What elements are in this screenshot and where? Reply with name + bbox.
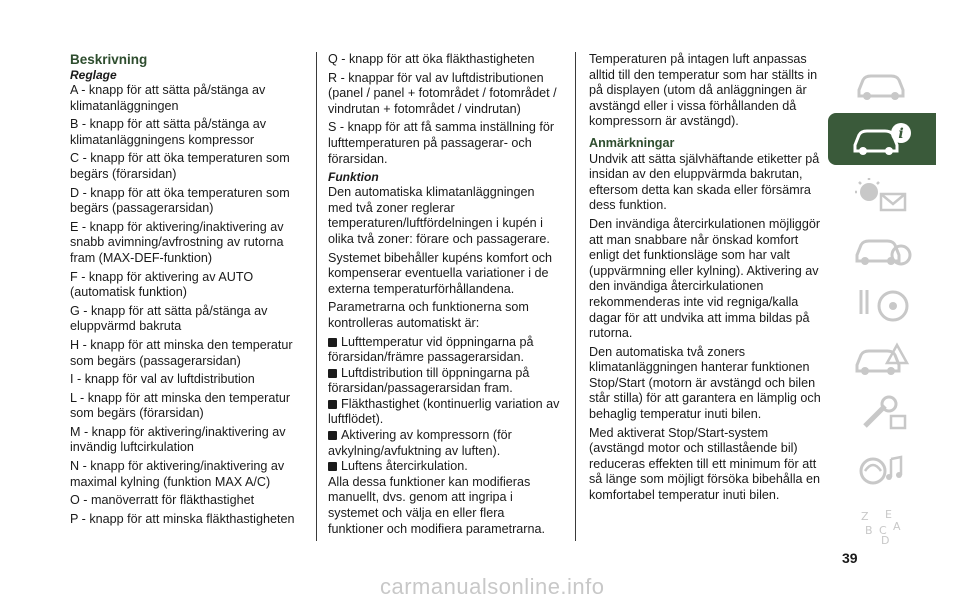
chapter-sidebar <box>828 58 936 553</box>
subheading: Reglage <box>70 68 117 82</box>
list-item: G - knapp för att sätta på/stänga av eluppvärmd bakruta <box>70 303 268 334</box>
list-item: S - knapp för att få samma inställning för lufttemperaturen på passagerar- och förarsidan. <box>328 120 555 166</box>
section-heading: Beskrivning <box>70 52 148 67</box>
wrench-service-icon <box>851 394 913 434</box>
list-item: E - knapp för aktivering/inaktivering av snabb avimning/avfrostning av rutorna fram (MAX-DEF-funktion) <box>70 219 284 265</box>
svg-text:Z: Z <box>861 510 869 523</box>
car-info-icon <box>851 119 913 159</box>
sidebar-item-starting-driving[interactable] <box>828 278 936 330</box>
sidebar-item-car-info[interactable] <box>828 113 936 165</box>
svg-text:i: i <box>898 126 904 142</box>
paragraph: Systemet bibehåller kupéns komfort och kompenserar eventuella variationer i de externa temperaturförhållandena. <box>328 250 553 296</box>
column-3 <box>589 52 825 507</box>
column-1 <box>70 52 302 530</box>
bullet-item: Luftens återcirkulation. <box>328 459 560 475</box>
sidebar-item-car[interactable] <box>828 58 936 110</box>
sidebar-item-multimedia[interactable] <box>828 443 936 495</box>
sidebar-item-safety[interactable] <box>828 223 936 275</box>
list-item: L - knapp för att minska den temperatur som begärs (förarsidan) <box>70 390 291 421</box>
column-2 <box>328 52 560 540</box>
multimedia-icon <box>851 449 913 489</box>
bullet-list <box>328 335 560 475</box>
bullet-item: Aktivering av kompressorn (för avkylning/avfuktning av luften). <box>328 428 560 459</box>
paragraph: Temperaturen på intagen luft anpassas alltid till den temperatur som har ställts in på displayen (utom då anläggningen är avstängd eller i vissa förhållanden då kompressorn är avstängd). <box>589 52 818 129</box>
car-airbag-icon <box>851 229 913 269</box>
column-divider <box>575 52 576 541</box>
paragraph: Den automatiska två zoners klimatanläggningen hanterar funktionen Stop/Start (motorn är avstängd och bilen står stilla) för att garantera en lämplig och behaglig temperatur inuti bilen. <box>589 344 821 422</box>
list-item: D - knapp för att öka temperaturen som begärs (passagerarsidan) <box>70 185 290 216</box>
column-divider <box>316 52 317 541</box>
sidebar-item-emergency[interactable] <box>828 333 936 385</box>
list-item: R - knappar för val av luftdistributionen (panel / panel + fotområdet / fotområdet / vindrutan + fotområdet / vindrutan) <box>328 70 557 116</box>
list-item: O - manöverratt för fläkthastighet <box>70 493 255 508</box>
paragraph: Alla dessa funktioner kan modifieras manuellt, dvs. genom att ingripa i systemet och välja en eller flera funktioner och modifiera parametrarna. <box>328 474 546 536</box>
sidebar-item-maintenance[interactable] <box>828 388 936 440</box>
list-item: N - knapp för aktivering/inaktivering av maximal kylning (funktion MAX A/C) <box>70 459 285 489</box>
list-item: C - knapp för att öka temperaturen som begärs (förarsidan) <box>70 151 290 181</box>
paragraph: Parametrarna och funktionerna som kontrolleras automatiskt är: <box>328 300 529 330</box>
list-item: B - knapp för att sätta på/stänga av klimatanläggningens kompressor <box>70 117 267 147</box>
car-breakdown-icon <box>851 339 913 379</box>
sidebar-item-warning-lights[interactable] <box>828 168 936 220</box>
note-heading: Anmärkningar <box>589 135 675 150</box>
list-item: P - knapp för att minska fläkthastigheten <box>70 511 295 526</box>
list-item: I - knapp för val av luftdistribution <box>70 372 255 387</box>
paragraph: Med aktiverat Stop/Start-system (avstängd motor och stillastående bil) reduceras effekten till ett minimum för att så länge som möjligt försöka bibehålla en komfortabel temperatur inuti bilen. <box>589 425 821 503</box>
bullet-item: Fläkthastighet (kontinuerlig variation av luftflödet). <box>328 396 560 427</box>
page-number: 39 <box>842 550 858 566</box>
subheading: Funktion <box>328 170 379 185</box>
list-item: F - knapp för aktivering av AUTO (automatisk funktion) <box>70 269 254 300</box>
svg-text:A: A <box>893 520 901 533</box>
list-item: H - knapp för att minska den temperatur som begärs (passagerarsidan) <box>70 337 293 368</box>
watermark: carmanualsonline.info <box>380 574 605 599</box>
bullet-item: Luftdistribution till öppningarna på förarsidan/passagerarsidan fram. <box>328 366 560 397</box>
list-item: Q - knapp för att öka fläkthastigheten <box>328 52 535 66</box>
sidebar-item-index[interactable] <box>828 498 936 550</box>
paragraph: Undvik att sätta självhäftande etiketter på insidan av den eluppvärmda bakrutan, eftersom detta kan skada eller försämra dess funktion. <box>589 151 820 213</box>
svg-text:B: B <box>865 524 873 537</box>
svg-text:D: D <box>881 534 890 544</box>
bullet-item: Lufttemperatur vid öppningarna på förarsidan/främre passagerarsidan. <box>328 335 560 366</box>
list-item: A - knapp för att sätta på/stänga av klimatanläggningen <box>70 83 266 113</box>
car-icon <box>851 64 913 104</box>
svg-text:E: E <box>885 508 892 521</box>
alphabet-index-icon <box>851 504 913 544</box>
svg-text:C: C <box>879 524 887 537</box>
list-item: M - knapp för aktivering/inaktivering av invändig luftcirkulation <box>70 424 286 455</box>
paragraph: Den automatiska klimatanläggningen med två zoner reglerar temperaturen/luftfördelningen i kupén i olika två zoner: förare och passagerare. <box>328 185 550 246</box>
warning-lights-icon <box>851 174 913 214</box>
tools-steering-icon <box>851 284 913 324</box>
paragraph: Den invändiga återcirkulationen möjliggör att man snabbare når önskad komfort enligt det funktionsläge som har valt (uppvärmning eller kylning). Aktivering av den invändiga återcirkulationen rekommenderas inte vid regniga/kalla dagar för att undvika att imma bildas på rutorna. <box>589 216 821 341</box>
